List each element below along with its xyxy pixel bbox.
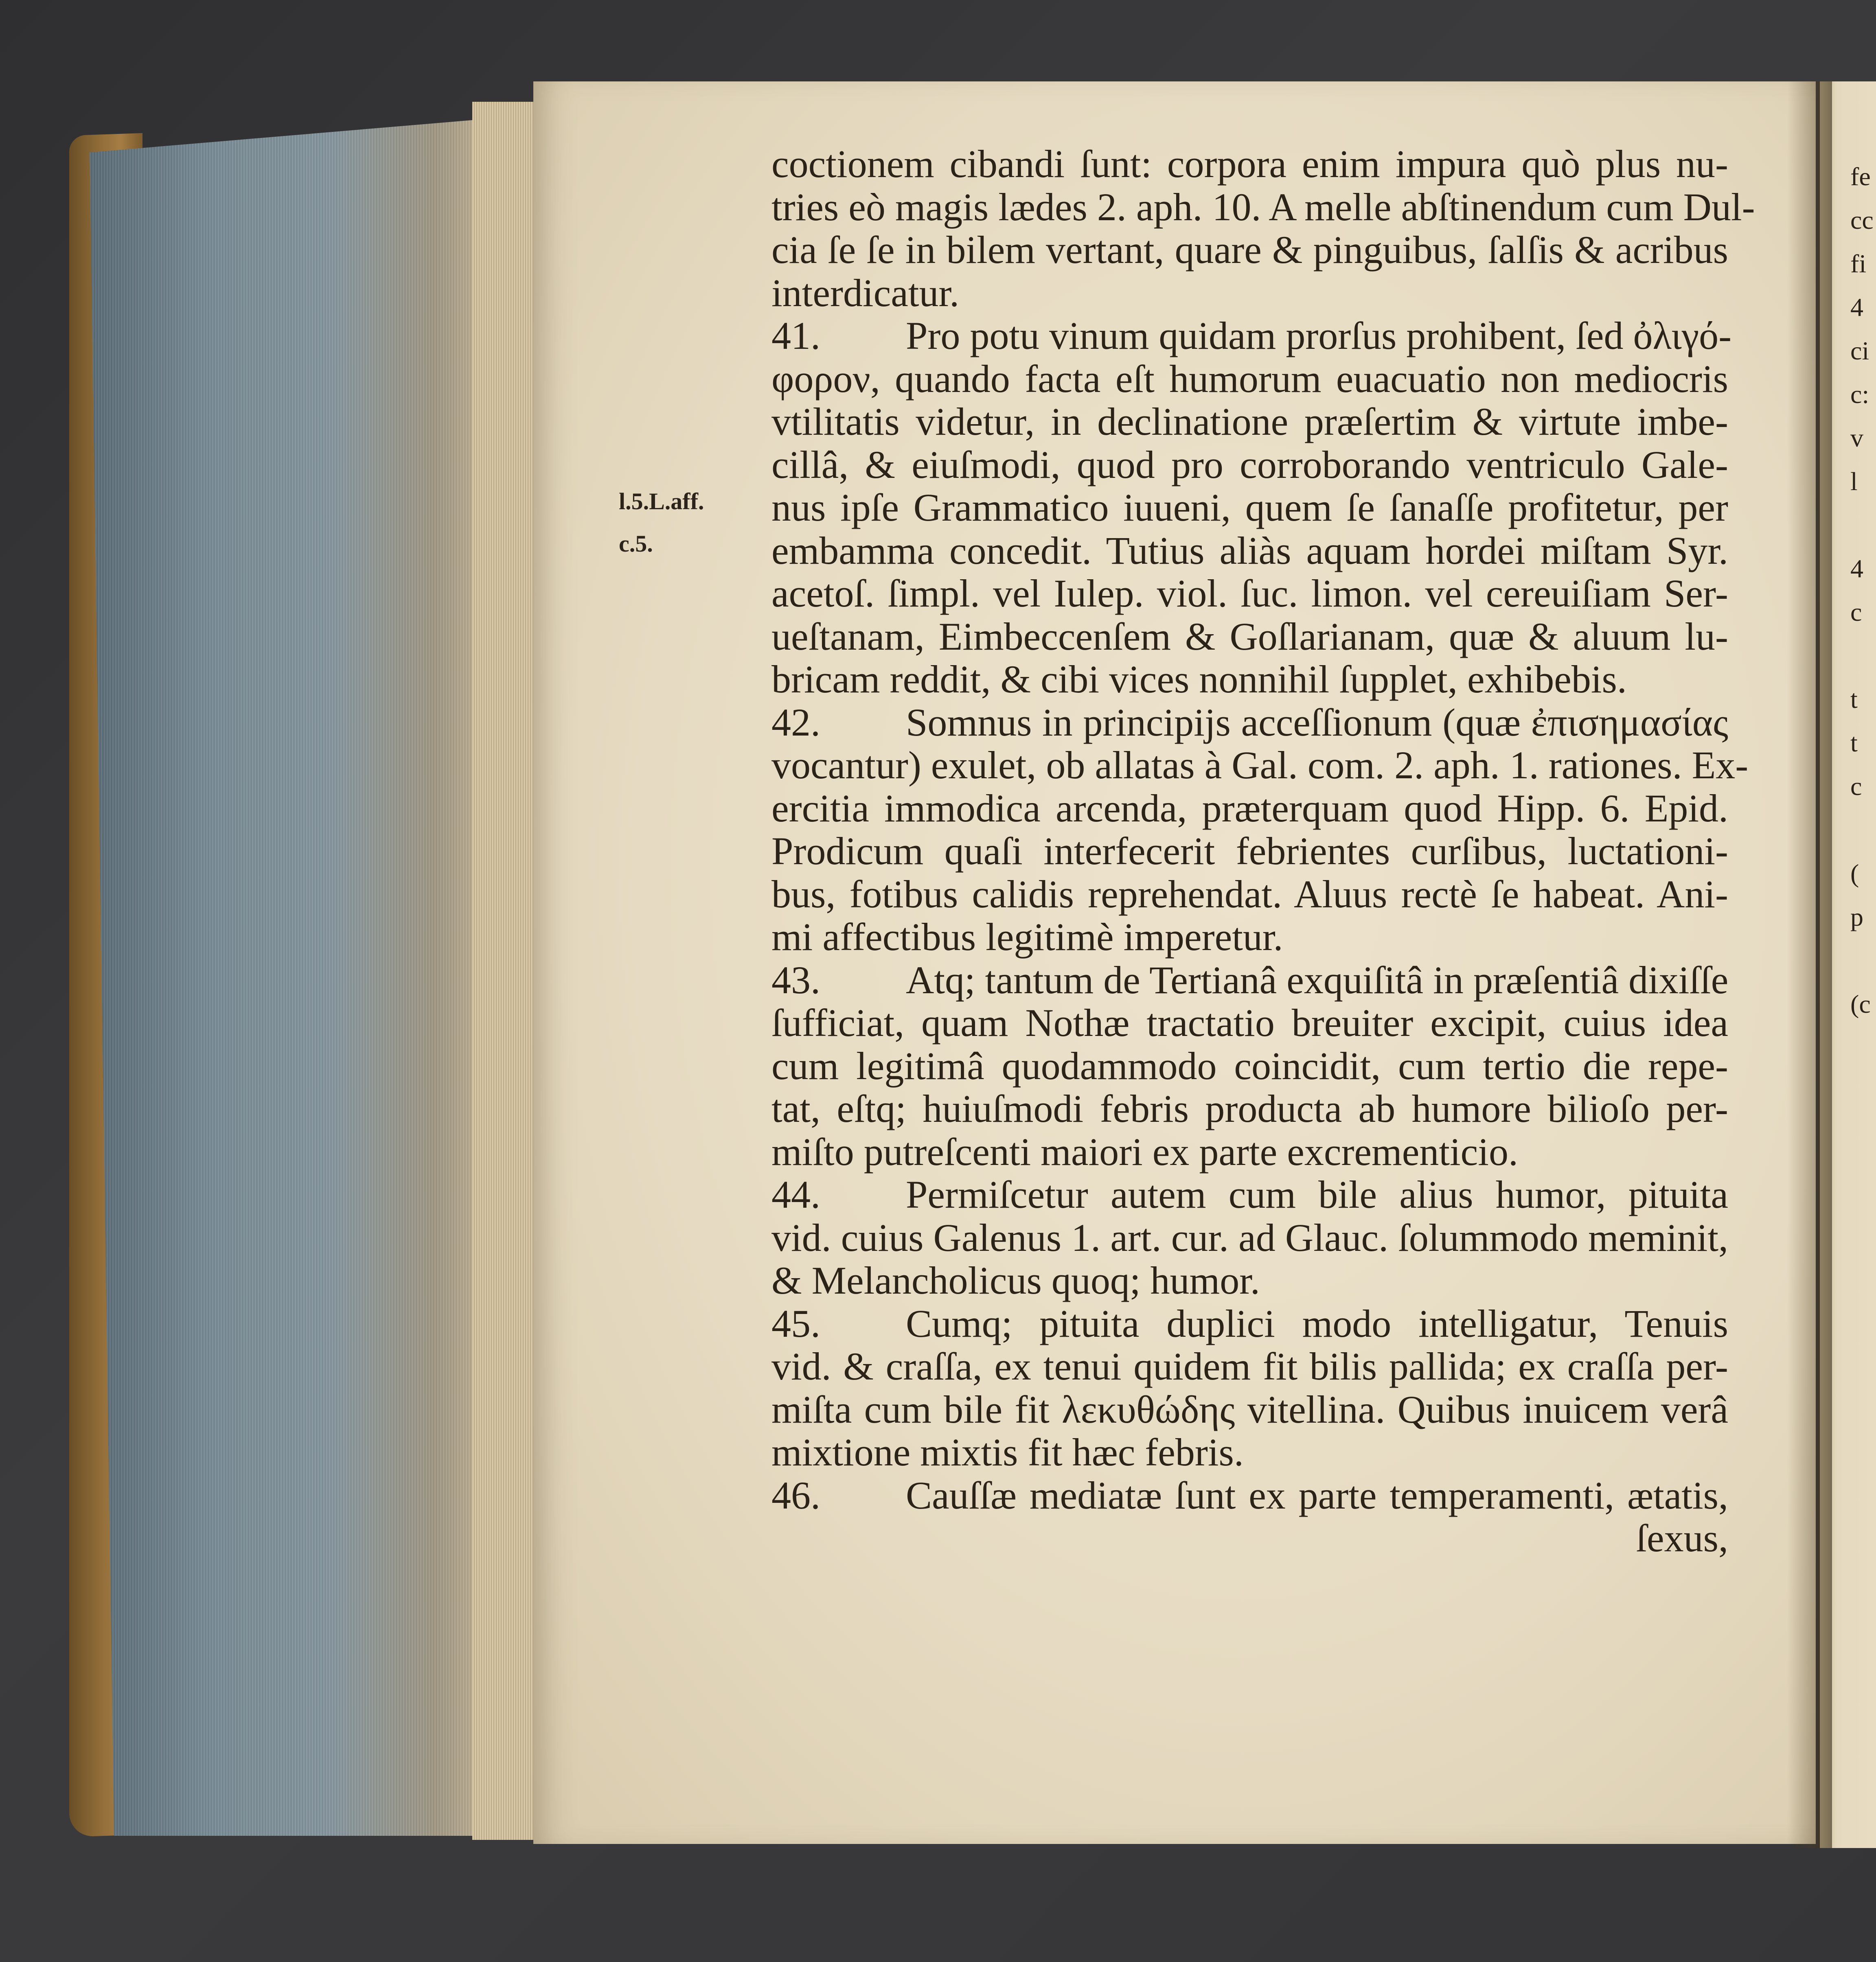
text-line [771, 572, 1728, 615]
text-line [771, 486, 1728, 529]
text-line [771, 743, 1749, 787]
line-text: Atq; tantum de Tertianâ exquiſitâ in præſentiâ dixiſſe [906, 958, 1729, 1002]
text-line [771, 1045, 1728, 1088]
line-text: ueſtanam, Eimbeccenſem & Goſlarianam, quæ & aluum lu- [771, 614, 1728, 658]
right-page-letter: fe [1850, 162, 1871, 191]
line-text: miſto putreſcenti maiori ex parte excrementicio. [771, 1130, 1518, 1174]
paragraph-number: 41. [771, 314, 820, 357]
line-text: ſexus, [1636, 1516, 1728, 1560]
text-line [771, 1259, 1728, 1302]
right-page-letter [1850, 939, 1876, 982]
right-page-letter [1850, 503, 1876, 547]
right-page-letter: c [1850, 598, 1862, 626]
paragraph-number: 43. [771, 958, 820, 1002]
paragraph-number: 46. [771, 1473, 820, 1517]
right-page-letter: 4 [1850, 554, 1863, 583]
line-text: vocantur) exulet, ob allatas à Gal. com. 2. aph. 1. rationes. Ex- [771, 743, 1749, 787]
text-line [771, 1388, 1728, 1431]
paragraph-start-line [771, 959, 1728, 1002]
right-page-letter: (c [1850, 990, 1871, 1018]
line-text: bus, fotibus calidis reprehendat. Aluus rectè ſe habeat. Ani- [771, 872, 1728, 916]
right-page-letter: l [1850, 467, 1858, 496]
line-text: miſta cum bile fit λεκυθώδης vitellina. Quibus inuicem verâ [771, 1387, 1728, 1431]
paragraph-start-line [771, 1302, 1728, 1345]
text-line [771, 830, 1728, 873]
text-line [771, 142, 1728, 186]
gutter-shadow [1787, 81, 1832, 1848]
text-line [771, 1087, 1728, 1130]
right-page-letter: cc [1850, 206, 1874, 234]
paragraph-number: 45. [771, 1301, 820, 1345]
text-line [771, 1216, 1728, 1259]
text-line [771, 915, 1728, 959]
paragraph-start-line [771, 701, 1728, 744]
line-text: Somnus in principijs acceſſionum (quæ ἐπισημασίας [906, 700, 1728, 744]
right-page-fragment [1850, 155, 1876, 1026]
line-text: mixtione mixtis fit hæc febris. [771, 1430, 1244, 1474]
text-line [771, 787, 1728, 830]
right-page-letter: p [1850, 902, 1863, 931]
line-text: vid. cuius Galenus 1. art. cur. ad Glauc. ſolummodo meminit, [771, 1215, 1728, 1259]
line-text: vtilitatis videtur, in declinatione præſertim & virtute imbe- [771, 400, 1728, 443]
margin-note [619, 480, 757, 565]
line-text: tries eò magis lædes 2. aph. 10. A melle abſtinendum cum Dul- [771, 185, 1755, 229]
line-text: nus ipſe Grammatico iuueni, quem ſe ſanaſſe profitetur, per [771, 486, 1728, 529]
right-page-letter: 4 [1850, 293, 1863, 322]
line-text: ſufficiat, quam Nothæ tractatio breuiter excipit, cuius idea [771, 1001, 1728, 1045]
line-text: tat, eſtq; huiuſmodi febris producta ab humore bilioſo per- [771, 1087, 1728, 1130]
right-page-letter: t [1850, 728, 1858, 757]
paragraph-start-line [771, 1474, 1728, 1517]
book-fore-edge [90, 118, 497, 1836]
text-line [771, 185, 1755, 229]
text-line [771, 1517, 1728, 1560]
line-text: coctionem cibandi ſunt: corpora enim impura quò plus nu- [771, 142, 1728, 186]
text-line [771, 1001, 1728, 1045]
text-line [771, 1345, 1728, 1388]
right-page-letter: ci [1850, 336, 1869, 365]
line-text: Prodicum quaſi interfecerit febrientes curſibus, luctationi- [771, 829, 1728, 873]
text-line [771, 529, 1728, 572]
line-text: & Melancholicus quoq; humor. [771, 1259, 1260, 1302]
right-page-letter [1850, 634, 1876, 677]
line-text: φορον, quando facta eſt humorum euacuatio non mediocris [771, 357, 1728, 401]
right-page-letter: fi [1850, 249, 1867, 278]
line-text: Permiſcetur autem cum bile alius humor, pituita [906, 1173, 1728, 1216]
text-line [771, 615, 1728, 658]
right-page-letter [1850, 808, 1876, 852]
line-text: bricam reddit, & cibi vices nonnihil ſupplet, exhibebis. [771, 657, 1627, 701]
line-text: ercitia immodica arcenda, præterquam quod Hipp. 6. Epid. [771, 786, 1728, 830]
paragraph-start-line [771, 1173, 1728, 1216]
line-text: cum legitimâ quodammodo coincidit, cum tertio die repe- [771, 1044, 1728, 1088]
paragraph-start-line [771, 314, 1732, 357]
line-text: interdicatur. [771, 271, 960, 315]
line-text: cia ſe ſe in bilem vertant, quare & pinguibus, ſalſis & acribus [771, 228, 1728, 272]
text-line [771, 873, 1728, 916]
text-line [771, 443, 1728, 486]
text-line [771, 400, 1728, 443]
right-page-letter: t [1850, 685, 1858, 714]
line-text: Pro potu vinum quidam prorſus prohibent, ſed ὀλιγό- [906, 314, 1732, 357]
page-stack [472, 102, 537, 1840]
margin-note-line: l.5.L.aff. [619, 488, 704, 515]
right-page-letter: v [1850, 423, 1863, 452]
line-text: cillâ, & eiuſmodi, quod pro corroborando ventriculo Gale- [771, 442, 1728, 486]
line-text: mi affectibus legitimè imperetur. [771, 915, 1283, 959]
margin-note-line: c.5. [619, 530, 653, 557]
line-text: vid. & craſſa, ex tenui quidem fit bilis pallida; ex craſſa per- [771, 1344, 1728, 1388]
text-line [771, 1431, 1728, 1474]
line-text: Cauſſæ mediatæ ſunt ex parte temperamenti, ætatis, [906, 1473, 1728, 1517]
text-line [771, 1130, 1728, 1174]
line-text: embamma concedit. Tutius aliàs aquam hordei miſtam Syr. [771, 528, 1728, 572]
paragraph-number: 44. [771, 1173, 820, 1216]
body-text [771, 142, 1755, 1560]
right-page-letter: c: [1850, 380, 1869, 409]
text-line [771, 272, 1728, 315]
paragraph-number: 42. [771, 700, 820, 744]
text-line [771, 228, 1728, 272]
line-text: Cumq; pituita duplici modo intelligatur, Tenuis [906, 1301, 1728, 1345]
text-line [771, 658, 1728, 701]
right-page-letter: c [1850, 772, 1862, 801]
right-page-letter: ( [1850, 859, 1859, 888]
line-text: acetoſ. ſimpl. vel Iulep. viol. ſuc. limon. vel cereuiſiam Ser- [771, 572, 1728, 615]
text-line [771, 357, 1728, 401]
